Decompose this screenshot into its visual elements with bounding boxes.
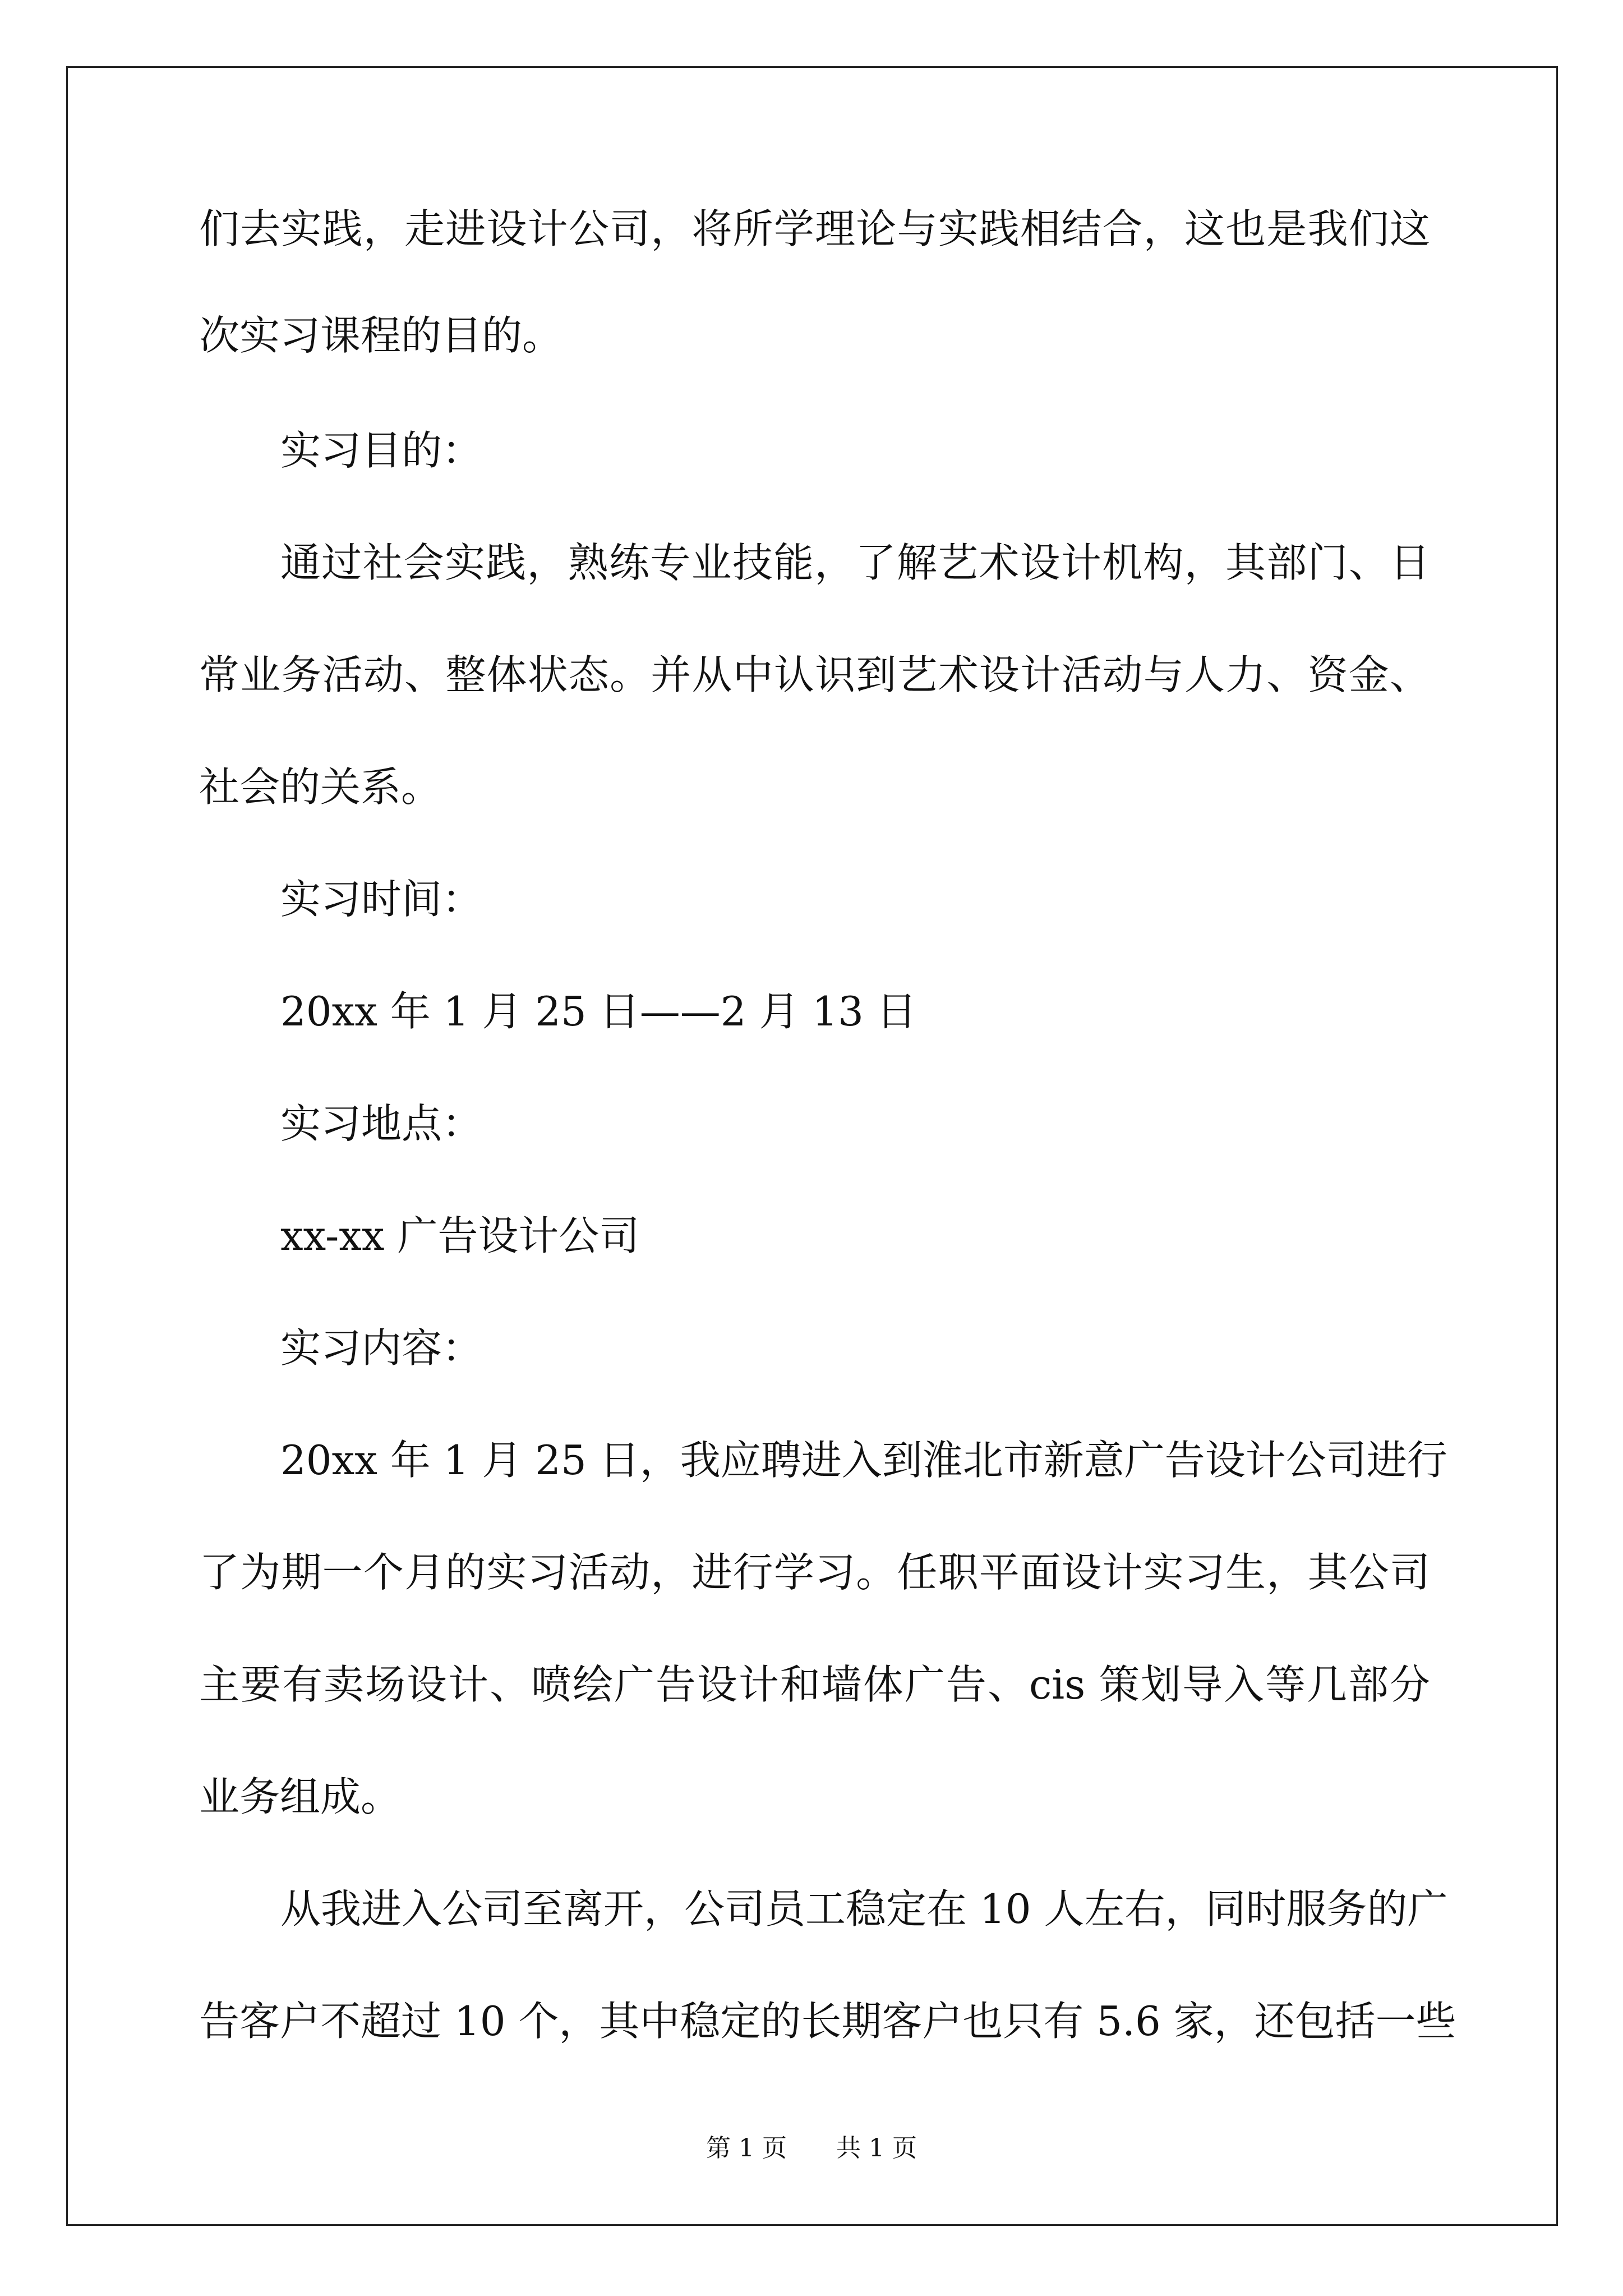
paragraph-line: 告客户不超过 10 个，其中稳定的长期客户也只有 5.6 家，还包括一些 (199, 1998, 1456, 2045)
paragraph-line: 们去实践，走进设计公司，将所学理论与实践相结合，这也是我们这 (199, 205, 1430, 252)
paragraph-line: 次实习课程的目的。 (199, 312, 563, 359)
section-heading-location: 实习地点： (280, 1100, 483, 1147)
section-heading-purpose: 实习目的： (280, 427, 483, 474)
page-footer (0, 2132, 1623, 2165)
paragraph-line: 社会的关系。 (199, 763, 442, 811)
page-total: 共 1 页 (836, 2134, 917, 2162)
internship-location: xx-xx 广告设计公司 (280, 1212, 640, 1259)
internship-dates: 20xx 年 1 月 25 日——2 月 13 日 (280, 988, 917, 1035)
paragraph-line: 常业务活动、整体状态。并从中认识到艺术设计活动与人力、资金、 (199, 651, 1430, 698)
page-number: 第 1 页 (706, 2134, 787, 2162)
paragraph-line: 20xx 年 1 月 25 日，我应聘进入到淮北市新意广告设计公司进行 (280, 1437, 1447, 1484)
paragraph-line: 主要有卖场设计、喷绘广告设计和墙体广告、cis 策划导入等几部分 (199, 1661, 1430, 1708)
paragraph-line: 通过社会实践，熟练专业技能，了解艺术设计机构，其部门、日 (280, 539, 1430, 586)
paragraph-line: 业务组成。 (199, 1773, 402, 1820)
section-heading-content: 实习内容： (280, 1324, 483, 1372)
paragraph-line: 从我进入公司至离开，公司员工稳定在 10 人左右，同时服务的广 (280, 1885, 1448, 1932)
section-heading-time: 实习时间： (280, 876, 483, 923)
paragraph-line: 了为期一个月的实习活动，进行学习。任职平面设计实习生，其公司 (199, 1549, 1430, 1596)
